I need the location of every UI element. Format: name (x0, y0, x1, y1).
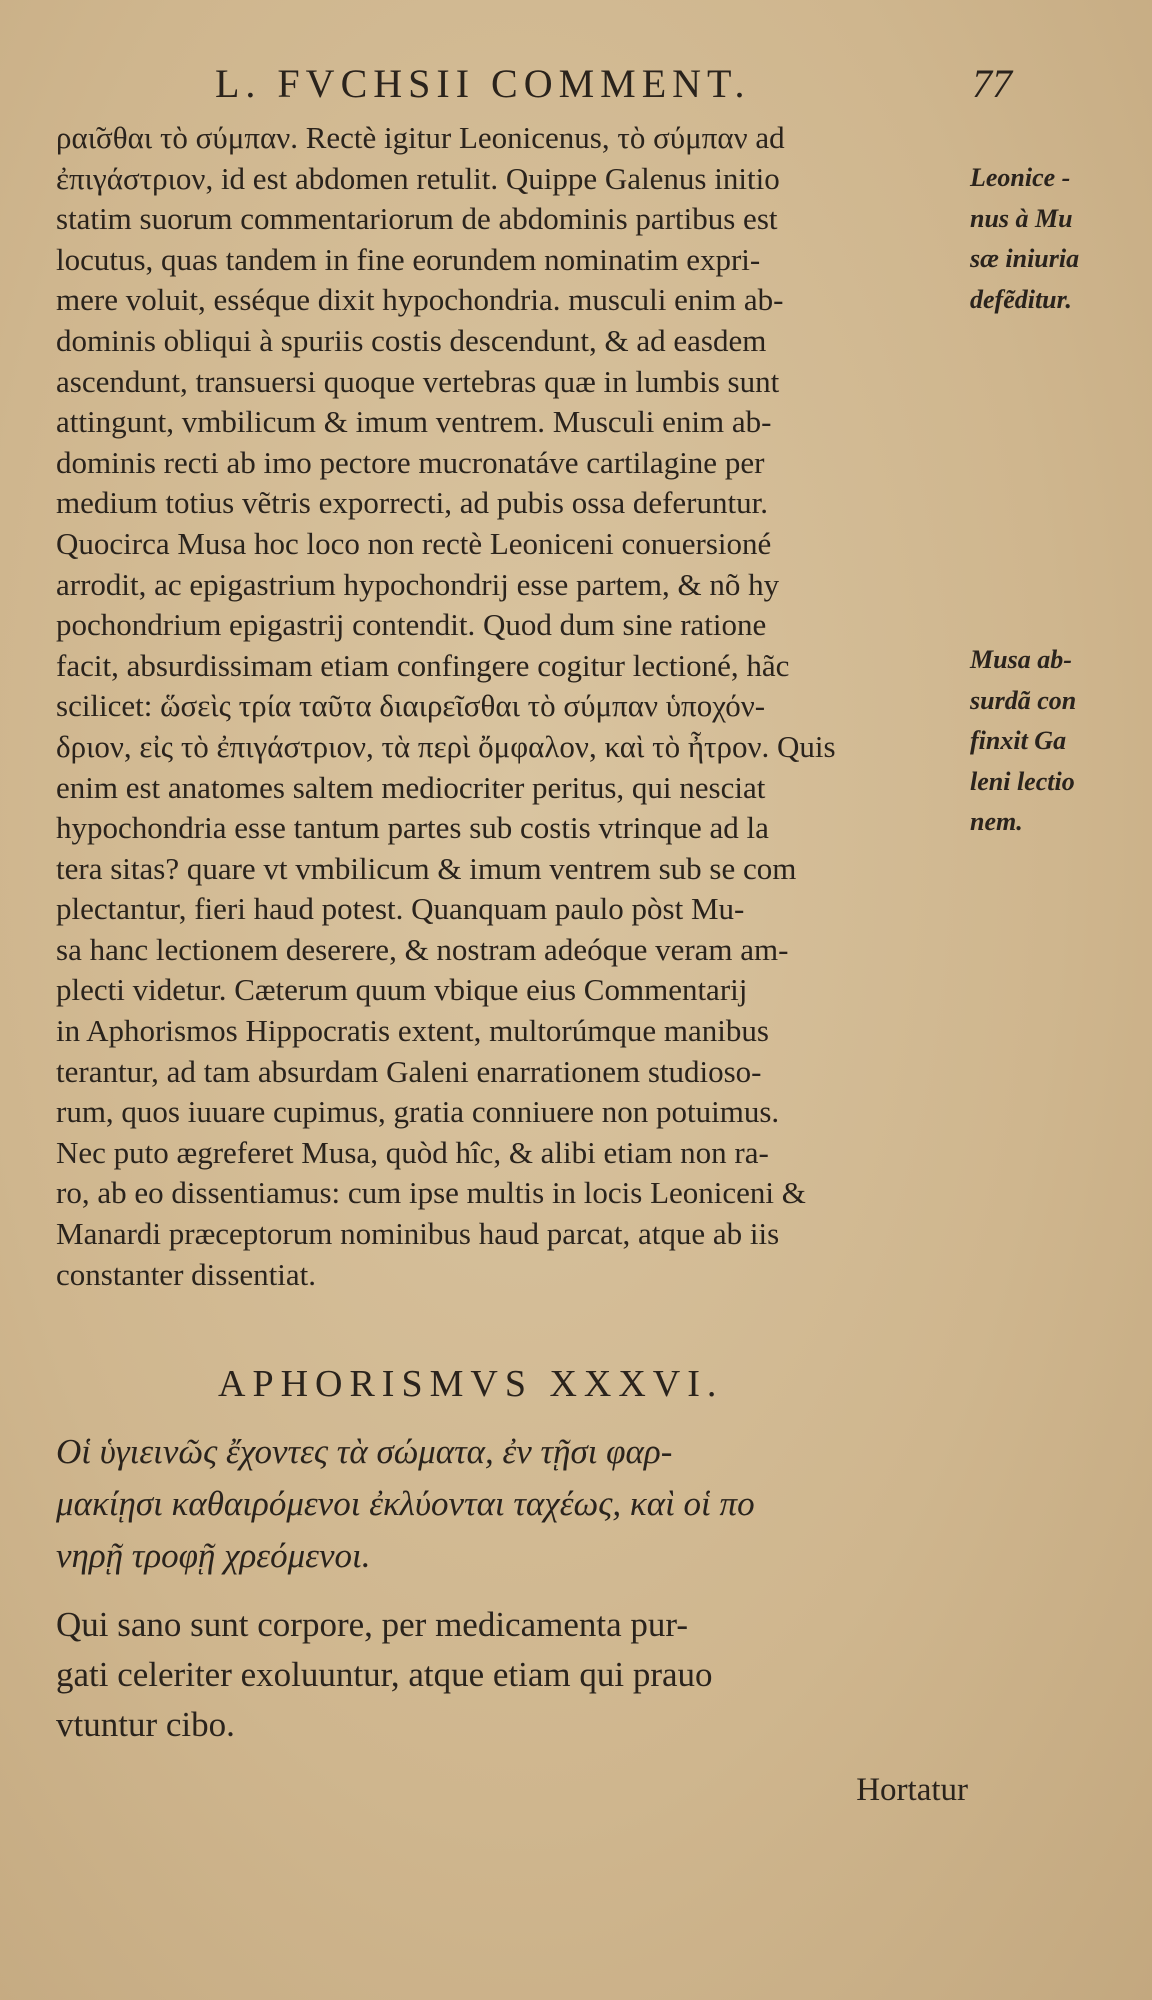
margin-note-line: defẽditur. (970, 284, 1072, 314)
text-line: δριον, εἰς τὸ ἐπιγάστριον, τὰ περὶ ὄμφαλον, καὶ τὸ ἦτρον. Quis (56, 728, 836, 764)
text-line: dominis obliqui à spuriis costis descendunt, & ad easdem (56, 322, 767, 358)
text-line: constanter dissentiat. (56, 1256, 316, 1292)
text-line: attingunt, vmbilicum & imum ventrem. Musculi enim ab- (56, 404, 772, 440)
text-line: rum, quos iuuare cupimus, gratia conniuere non potuimus. (56, 1094, 780, 1130)
aphorism-latin-translation (56, 1600, 1056, 1750)
margin-note-line: nus à Mu (970, 203, 1073, 233)
text-line: Quocirca Musa hoc loco non rectè Leoniceni conuersioné (56, 525, 772, 561)
text-line: statim suorum commentariorum de abdominis partibus est (56, 201, 778, 237)
text-line: hypochondria esse tantum partes sub costis vtrinque ad la (56, 810, 769, 846)
text-line: ραι̃σθαι τὸ σύμπαν. Rectè igitur Leonicenus, τὸ σύμπαν ad (56, 120, 785, 155)
margin-note-musa (970, 640, 1148, 843)
catchword: Hortatur (856, 1772, 968, 1808)
margin-note-line: leni lectio (970, 766, 1075, 796)
margin-note-line: surdã con (970, 685, 1077, 715)
margin-note-line: sæ iniuria (970, 244, 1080, 274)
margin-note-leonicenus (970, 158, 1148, 320)
latin-line: Qui sano sunt corpore, per medicamenta pur- (56, 1605, 688, 1644)
greek-line: νηρῇ τροφῇ χρεόμενοι. (56, 1536, 371, 1575)
margin-note-line: Musa ab- (970, 645, 1072, 674)
page-number: 77 (972, 61, 1012, 106)
margin-note-line: finxit Ga (970, 726, 1067, 756)
text-line: mere voluit, esséque dixit hypochondria. musculi enim ab- (56, 282, 784, 318)
margin-note-line: nem. (970, 807, 1023, 837)
text-line: in Aphorismos Hippocratis extent, multorúmque manibus (56, 1013, 769, 1049)
text-line: ascendunt, transuersi quoque vertebras quæ in lumbis sunt (56, 363, 780, 399)
text-line: facit, absurdissimam etiam confingere cogitur lectioné, hãc (56, 647, 790, 683)
aphorism-heading: APHORISMVS XXXVI. (218, 1363, 724, 1405)
commentary-text (56, 118, 968, 1295)
margin-note-line: Leonice - (970, 163, 1071, 192)
latin-line: vtuntur cibo. (56, 1705, 235, 1744)
text-line: tera sitas? quare vt vmbilicum & imum ventrem sub se com (56, 850, 797, 886)
text-line: sa hanc lectionem deserere, & nostram adeóque veram am- (56, 931, 789, 967)
aphorism-greek-text (56, 1426, 1056, 1582)
text-line: enim est anatomes saltem mediocriter peritus, qui nesciat (56, 769, 766, 805)
text-line: ro, ab eo dissentiamus: cum ipse multis in locis Leoniceni & (56, 1175, 806, 1211)
greek-line: μακίῃσι καθαιρόμενοι ἐκλύονται ταχέως, καὶ οἱ πο (56, 1484, 755, 1523)
text-line: locutus, quas tandem in fine eorundem nominatim expri- (56, 241, 761, 277)
text-line: ἐπιγάστριον, id est abdomen retulit. Quippe Galenus initio (56, 160, 780, 196)
latin-line: gati celeriter exoluuntur, atque etiam qui prauo (56, 1655, 713, 1694)
text-line: Nec puto ægreferet Musa, quòd hîc, & alibi etiam non ra- (56, 1134, 769, 1170)
text-line: plectantur, fieri haud potest. Quanquam paulo pòst Mu- (56, 891, 745, 927)
text-line: pochondrium epigastrij contendit. Quod dum sine ratione (56, 607, 767, 643)
page-header (0, 60, 1152, 110)
text-line: Manardi præceptorum nominibus haud parcat, atque ab iis (56, 1216, 780, 1252)
text-line: dominis recti ab imo pectore mucronatáve cartilagine per (56, 444, 765, 480)
running-title: L. FVCHSII COMMENT. (215, 61, 751, 106)
text-line: plecti videtur. Cæterum quum vbique eius Commentarij (56, 972, 748, 1008)
greek-line: Οἱ ὑγιεινῶς ἔχοντες τὰ σώματα, ἐν τῇσι φαρ- (56, 1432, 673, 1471)
text-line: arrodit, ac epigastrium hypochondrij esse partem, & nõ hy (56, 566, 780, 602)
text-line: terantur, ad tam absurdam Galeni enarrationem studioso- (56, 1053, 762, 1089)
text-line: medium totius vẽtris exporrecti, ad pubis ossa deferuntur. (56, 485, 768, 521)
text-line: scilicet: ὥσεὶς τρία ταῦτα διαιρεῖσθαι τὸ σύμπαν ὑποχόν- (56, 688, 766, 724)
